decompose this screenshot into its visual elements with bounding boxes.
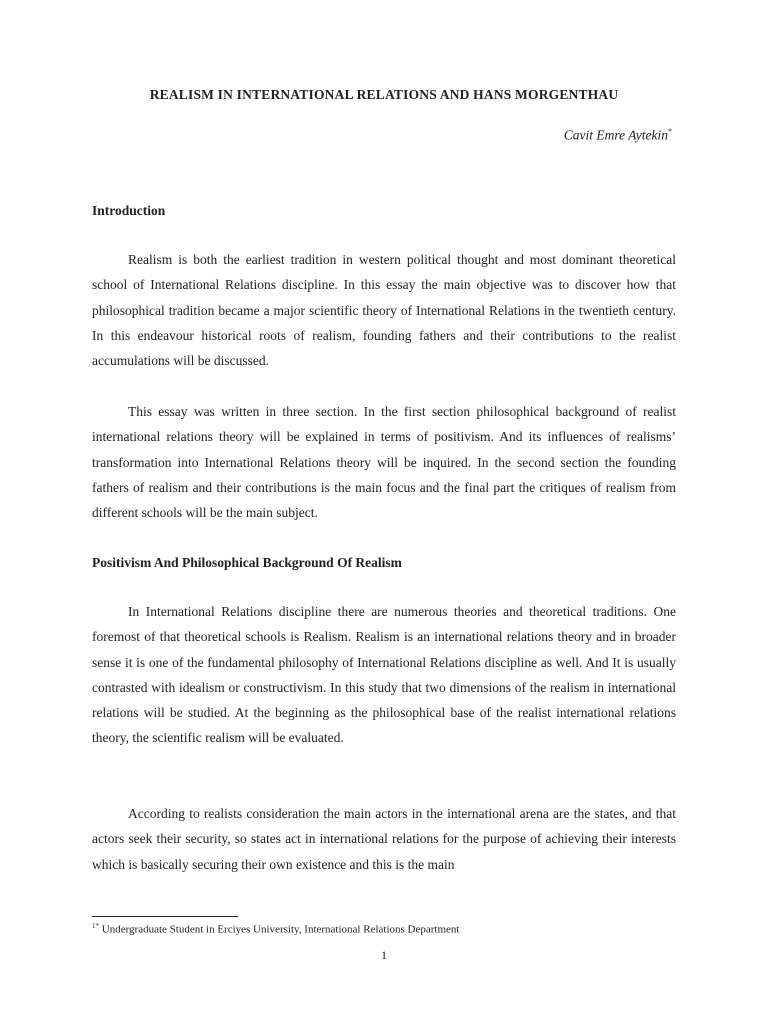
document-title: REALISM IN INTERNATIONAL RELATIONS AND HANS MORGENTHAU <box>149 87 619 102</box>
footnote-divider <box>92 916 238 917</box>
paragraph-intro-2: This essay was written in three section. In the first section philosophical background of realist international relations theory will be explained in terms of positivism. And its influences of realisms’ transformation into International Relations theory will be inquired. In the second section the founding fathers of realism and their contributions is the main focus and the final part the critiques of realism from different schools will be the main subject. <box>92 404 676 521</box>
section-heading-introduction: Introduction <box>92 203 166 218</box>
paragraph-positivism-1: In International Relations discipline there are numerous theories and theoretical traditions. One foremost of that theoretical schools is Realism. Realism is an international relations theory and in broader sense it is one of the fundamental philosophy of International Relations discipline as well. And It is usually contrasted with idealism or constructivism. In this study that two dimensions of the realism in international relations will be studied. At the beginning as the philosophical base of the realist international relations theory, the scientific realism will be evaluated. <box>92 604 676 746</box>
author-name-text: Cavit Emre Aytekin <box>563 127 668 143</box>
paragraph-positivism-2: According to realists consideration the main actors in the international arena are the states, and that actors seek their security, so states act in international relations for the purpose of achieving their interests which is basically securing their own existence and this is the main <box>92 806 676 872</box>
author-name <box>564 127 672 144</box>
author-footnote-mark: * <box>668 127 672 136</box>
paragraph-intro-1: Realism is both the earliest tradition in western political thought and most dominant theoretical school of International Relations discipline. In this essay the main objective was to discover how that philosophical tradition became a major scientific theory of International Relations in the twentieth century. In this endeavour historical roots of realism, founding fathers and their contributions to the realist accumulations will be discussed. <box>92 252 676 369</box>
footnote <box>92 922 459 936</box>
footnote-text: Undergraduate Student in Erciyes University, International Relations Department <box>101 923 460 936</box>
page-number: 1 <box>381 948 387 962</box>
footnote-mark: 1* <box>92 922 99 930</box>
section-heading-positivism: Positivism And Philosophical Background Of Realism <box>92 555 402 570</box>
